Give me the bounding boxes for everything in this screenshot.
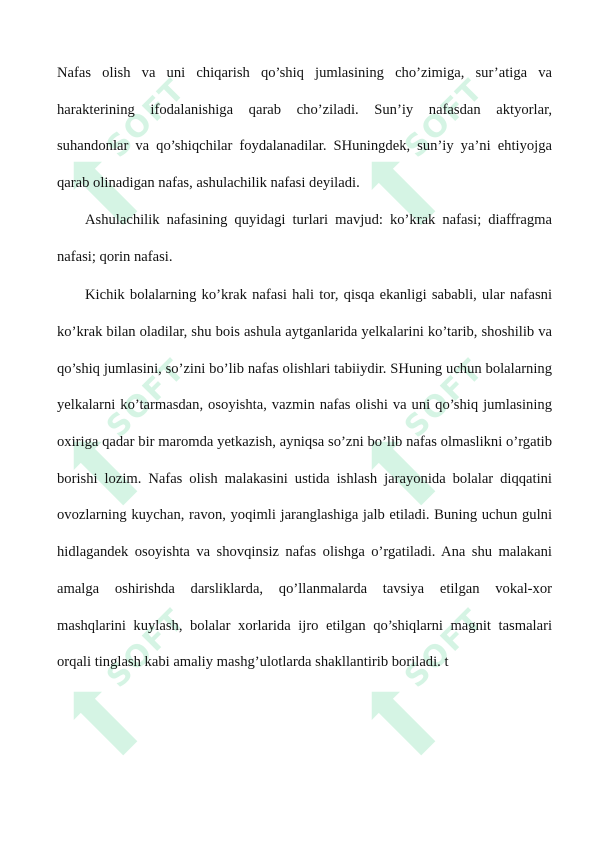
watermark-text: SOFT <box>100 352 193 445</box>
paragraph-children-breathing: Kichik bolalarning ko’krak nafasi hali tor, qisqa ekanligi sababli, ular nafasni ko’krak bilan oladilar, shu bois ashula aytganlarida yelkalarini ko’tarib, shoshilib va qo’shiq jumlasini, so’zini bo’lib nafas olishlari tabiiydir. SHuning uchun bolalarning yelkalarni ko’tarmasdan, osoyishta, vazmin nafas olishi va uni qo’shiq jumlasining oxiriga qadar bir maromda yetkazish, ayniqsa so’zni bo’lib nafas olmaslikni o’rgatib borishi lozim. Nafas olish malakasini ustida ishlash jarayonida bolalar diqqatini ovozlarning kuychan, ravon, yoqimli jaranglashiga jalb etiladi. Buning uchun gulni hidlagandek osoyishta va shovqinsiz nafas olishga o’rgatiladi. Ana shu malakani amalga oshirishda darsliklarda, qo’llanmalarda tavsiya etilgan vokal-xor mashqlarini kuylash, bolalar xorlarida ijro etilgan qo’shiqlarni magnit tasmalari orqali tinglash kabi amaliy mashg’ulotlarda shakllantirib boriladi. t <box>57 287 552 671</box>
paragraph-breathing-intro: Nafas olish va uni chiqarish qo’shiq jumlasining cho’zimiga, sur’atiga va harakterining ifodalanishiga qarab cho’ziladi. Sun’iy nafasdan aktyorlar, suhandonlar va qo’shiqchilar foydalanadilar. SHuningdek, sun’iy ya’ni ehtiyojga qarab olinadigan nafas, ashulachilik nafasi deyiladi. <box>57 65 552 192</box>
watermark-text: SOFT <box>398 602 491 695</box>
watermark-text: SOFT <box>398 352 491 445</box>
paragraph-breathing-types: Ashulachilik nafasining quyidagi turlari mavjud: ko’krak nafasi; diaffragma nafasi; qorin nafasi. <box>57 211 552 265</box>
watermark-text: SOFT <box>100 72 193 165</box>
watermark-text: SOFT <box>398 72 491 165</box>
watermark-text: SOFT <box>100 602 193 695</box>
document-body <box>57 55 552 681</box>
